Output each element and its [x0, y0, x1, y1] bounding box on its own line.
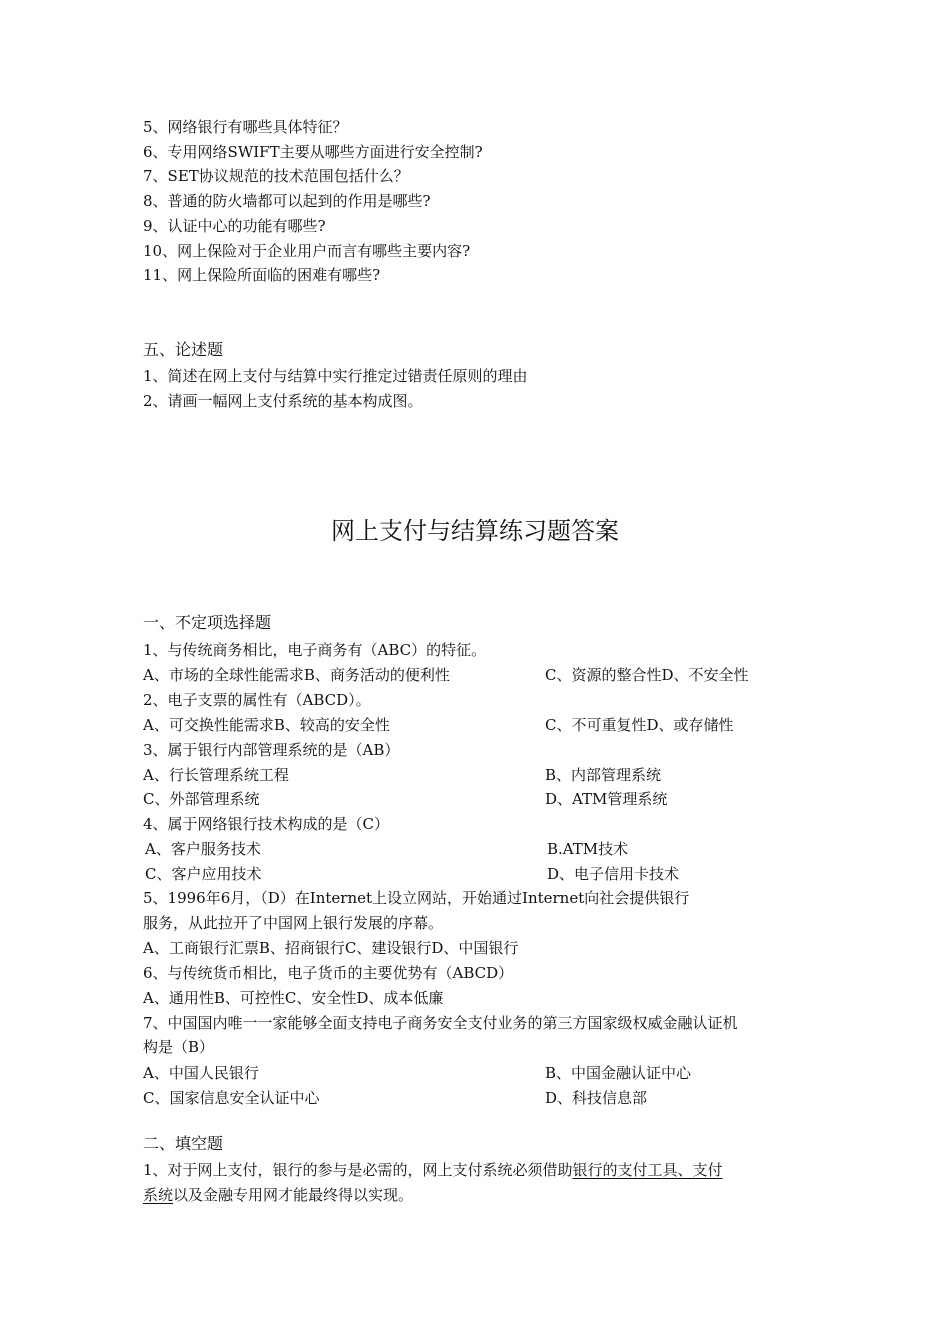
mc-q5-options: A、工商银行汇票B、招商银行C、建设银行D、中国银行 — [143, 939, 519, 957]
mc-q7-question-line1: 7、中国国内唯一一家能够全面支持电子商务安全支付业务的第三方国家级权威金融认证机 — [143, 1014, 738, 1032]
mc-q1-options-right: C、资源的整合性D、不安全性 — [545, 666, 749, 684]
essay-heading: 五、论述题 — [143, 340, 224, 359]
question-5: 5、网络银行有哪些具体特征？ — [143, 118, 348, 136]
mc-q3-option-b: B、内部管理系统 — [545, 766, 662, 784]
mc-q7-option-b: B、中国金融认证中心 — [545, 1064, 692, 1082]
mc-q7-option-a: A、中国人民银行 — [143, 1064, 259, 1082]
mc-q4-option-d: D、电子信用卡技术 — [547, 865, 680, 883]
fill-blank-heading: 二、填空题 — [143, 1134, 224, 1153]
mc-q4-option-c: C、客户应用技术 — [145, 865, 262, 883]
fill-blank-q1-suffix: 以及金融专用网才能最终得以实现。 — [173, 1186, 414, 1204]
mc-q3-option-d: D、ATM管理系统 — [545, 790, 668, 808]
mc-q1-question: 1、与传统商务相比，电子商务有（ABC）的特征。 — [143, 641, 487, 659]
mc-q5-question-line2: 服务，从此拉开了中国网上银行发展的序幕。 — [143, 914, 444, 932]
mc-q2-options-left: A、可交换性能需求B、较高的安全性 — [143, 716, 390, 734]
mc-q2-options-right: C、不可重复性D、或存储性 — [545, 716, 734, 734]
mc-q7-option-d: D、科技信息部 — [545, 1089, 648, 1107]
question-9: 9、认证中心的功能有哪些? — [143, 217, 326, 235]
mc-q4-option-b: B.ATM技术 — [547, 840, 629, 858]
mc-q7-question-line2: 构是（B） — [143, 1038, 215, 1056]
fill-blank-q1-line2 — [143, 1185, 413, 1205]
fill-blank-q1-answer-part2: 系统 — [143, 1186, 174, 1204]
mc-q6-question: 6、与传统货币相比，电子货币的主要优势有（ABCD） — [143, 964, 514, 982]
fill-blank-q1-prefix: 1、对于网上支付，银行的参与是必需的，网上支付系统必须借助 — [143, 1161, 573, 1179]
essay-question-1: 1、简述在网上支付与结算中实行推定过错责任原则的理由 — [143, 367, 528, 385]
fill-blank-q1-answer-part1: 银行的支付工具、支付 — [572, 1161, 723, 1179]
question-11: 11、网上保险所面临的困难有哪些? — [143, 266, 381, 284]
mc-q4-question: 4、属于网络银行技术构成的是（C） — [143, 815, 390, 833]
essay-question-2: 2、请画一幅网上支付系统的基本构成图。 — [143, 392, 423, 410]
answers-title: 网上支付与结算练习题答案 — [331, 517, 619, 545]
mc-q3-option-a: A、行长管理系统工程 — [143, 766, 289, 784]
mc-heading: 一、不定项选择题 — [143, 613, 272, 632]
mc-q3-question: 3、属于银行内部管理系统的是（AB） — [143, 741, 400, 759]
question-7: 7、SET协议规范的技术范围包括什么？ — [143, 167, 409, 185]
mc-q4-option-a: A、客户服务技术 — [145, 840, 261, 858]
question-8: 8、普通的防火墙都可以起到的作用是哪些? — [143, 192, 431, 210]
mc-q1-options-left: A、市场的全球性能需求B、商务活动的便利性 — [143, 666, 450, 684]
question-10: 10、网上保险对于企业用户而言有哪些主要内容? — [143, 242, 471, 260]
mc-q2-question: 2、电子支票的属性有（ABCD）。 — [143, 691, 371, 709]
mc-q3-option-c: C、外部管理系统 — [143, 790, 260, 808]
mc-q5-question-line1: 5、1996年6月，（D）在Internet上设立网站，开始通过Internet向社会提供银行 — [143, 889, 690, 907]
mc-q6-options: A、通用性B、可控性C、安全性D、成本低廉 — [143, 989, 444, 1007]
question-6: 6、专用网络SWIFT主要从哪些方面进行安全控制? — [143, 143, 483, 161]
mc-q7-option-c: C、国家信息安全认证中心 — [143, 1089, 320, 1107]
fill-blank-q1-line1 — [143, 1160, 723, 1180]
